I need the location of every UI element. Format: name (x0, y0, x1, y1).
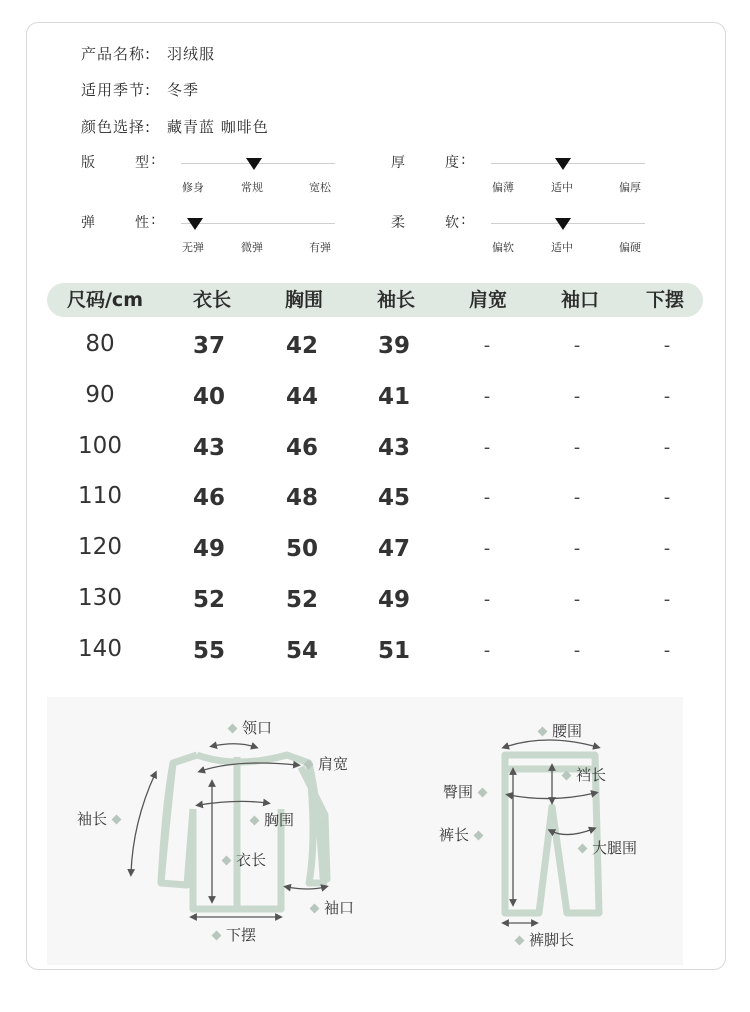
waist-arrow (505, 740, 597, 747)
length-label: 衣长 (217, 849, 266, 870)
diamond-icon (222, 856, 232, 866)
diamond-icon (250, 816, 260, 826)
table-cell: - (483, 385, 491, 407)
table-cell: 52 (192, 587, 226, 613)
table-cell: 48 (285, 485, 319, 512)
pants-length-label: 裤长 (439, 824, 488, 845)
table-cell: 90 (85, 381, 115, 408)
header-size: 尺码/cm (66, 289, 144, 311)
attribute-softness: 柔 软 : 偏软 适中 偏硬 (391, 212, 651, 257)
collar-arrow (213, 744, 255, 747)
table-cell: - (663, 335, 671, 356)
table-cell: 80 (85, 331, 115, 357)
table-cell: - (573, 487, 581, 509)
scale-option: 偏软 (492, 241, 514, 254)
attribute-fit: 版 型 : 修身 常规 宽松 (81, 152, 341, 197)
attribute-label: 弹 性 (81, 215, 150, 231)
table-cell: - (573, 385, 581, 407)
scale-option: 宽松 (309, 181, 331, 194)
diamond-icon (212, 931, 222, 941)
sleeve-label: 袖长 (77, 808, 126, 829)
table-cell: 46 (192, 485, 226, 512)
cuff-arrow (287, 887, 325, 889)
table-cell: - (573, 589, 581, 610)
scale-option: 偏厚 (619, 181, 641, 194)
attribute-label: 厚 度 (391, 155, 460, 171)
table-cell: - (663, 436, 671, 458)
table-cell: 51 (377, 637, 411, 664)
table-cell: 50 (285, 536, 319, 563)
scale-option: 常规 (241, 181, 263, 194)
table-cell: 45 (377, 485, 411, 512)
chest-arrow (199, 801, 267, 805)
table-cell: - (483, 589, 491, 610)
table-cell: 44 (285, 383, 319, 410)
diamond-icon (515, 936, 525, 946)
season-row (81, 79, 199, 100)
diamond-icon (228, 724, 238, 734)
scale-track (181, 223, 335, 224)
header-shoulder: 肩宽 (468, 289, 508, 311)
table-cell: - (573, 538, 581, 560)
table-cell: 52 (285, 587, 319, 613)
collar-label: 领口 (223, 717, 272, 738)
header-cuff: 袖口 (560, 289, 600, 311)
header-chest: 胸围 (284, 289, 324, 311)
waist-label: 腰围 (533, 720, 582, 741)
table-cell: - (663, 589, 671, 610)
table-cell: 46 (285, 434, 319, 461)
hem-label: 下摆 (207, 924, 256, 945)
scale-option: 有弹 (309, 241, 331, 254)
table-cell: - (663, 385, 671, 407)
thigh-label: 大腿围 (573, 837, 637, 858)
table-cell: 37 (192, 333, 226, 359)
cuff-label: 袖口 (305, 897, 354, 918)
table-cell: - (573, 335, 581, 356)
scale-option: 微弹 (241, 241, 263, 254)
scale-option: 适中 (551, 181, 573, 194)
diamond-icon (112, 815, 122, 825)
table-cell: 49 (192, 536, 226, 563)
table-cell: - (483, 436, 491, 458)
table-cell: 100 (78, 432, 122, 459)
table-cell: 43 (377, 434, 411, 461)
table-cell: - (483, 335, 491, 356)
season-value: 冬季 (167, 81, 200, 99)
table-cell: 54 (285, 637, 319, 664)
hip-label: 臀围 (443, 781, 492, 802)
color-value: 藏青蓝 咖啡色 (167, 118, 269, 136)
header-length: 衣长 (192, 289, 232, 311)
table-cell: 39 (377, 333, 411, 359)
rise-label: 裆长 (557, 764, 606, 785)
diamond-icon (310, 904, 320, 914)
sleeve-arrow (131, 774, 155, 873)
table-cell: - (663, 487, 671, 509)
header-hem: 下摆 (645, 289, 685, 311)
table-cell: 42 (285, 333, 319, 359)
scale-indicator (246, 158, 262, 170)
jacket-outline (161, 755, 327, 909)
diamond-icon (538, 727, 548, 737)
scale-option: 偏薄 (492, 181, 514, 194)
diamond-icon (562, 771, 572, 781)
table-cell: 110 (78, 483, 122, 510)
header-sleeve: 袖长 (376, 289, 416, 311)
season-label: 适用季节: (81, 81, 152, 99)
table-cell: 140 (78, 635, 122, 662)
diamond-icon (478, 788, 488, 798)
product-name-row (81, 43, 215, 64)
size-table-header (47, 283, 703, 317)
table-cell: - (483, 538, 491, 560)
chest-label: 胸围 (245, 809, 294, 830)
scale-indicator (555, 218, 571, 230)
scale-option: 修身 (182, 181, 204, 194)
diamond-icon (578, 844, 588, 854)
attribute-label: 版 型 (81, 155, 150, 171)
scale-option: 偏硬 (619, 241, 641, 254)
color-label: 颜色选择: (81, 118, 152, 136)
measurement-diagram (47, 697, 683, 965)
leg-opening-label: 裤脚长 (510, 929, 574, 950)
product-name-value: 羽绒服 (167, 45, 216, 63)
table-cell: 47 (377, 536, 411, 563)
table-cell: 55 (192, 637, 226, 664)
table-cell: - (573, 436, 581, 458)
table-cell: - (573, 639, 581, 661)
scale-indicator (187, 218, 203, 230)
table-cell: - (663, 639, 671, 661)
table-cell: 43 (192, 434, 226, 461)
diamond-icon (304, 760, 314, 770)
diamond-icon (474, 831, 484, 841)
attribute-thickness: 厚 度 : 偏薄 适中 偏厚 (391, 152, 651, 197)
garment-illustration (47, 697, 683, 965)
color-row (81, 116, 269, 137)
table-cell: 41 (377, 383, 411, 410)
product-name-label: 产品名称: (81, 45, 152, 63)
table-cell: 120 (78, 534, 122, 561)
attribute-elasticity: 弹 性 : 无弹 微弹 有弹 (81, 212, 341, 257)
table-cell: 40 (192, 383, 226, 410)
scale-option: 无弹 (182, 241, 204, 254)
table-cell: 49 (377, 587, 411, 613)
table-cell: 130 (78, 585, 122, 611)
table-cell: - (483, 487, 491, 509)
table-cell: - (483, 639, 491, 661)
scale-option: 适中 (551, 241, 573, 254)
scale-indicator (555, 158, 571, 170)
attribute-label: 柔 软 (391, 215, 460, 231)
shoulder-label: 肩宽 (299, 753, 348, 774)
table-cell: - (663, 538, 671, 560)
